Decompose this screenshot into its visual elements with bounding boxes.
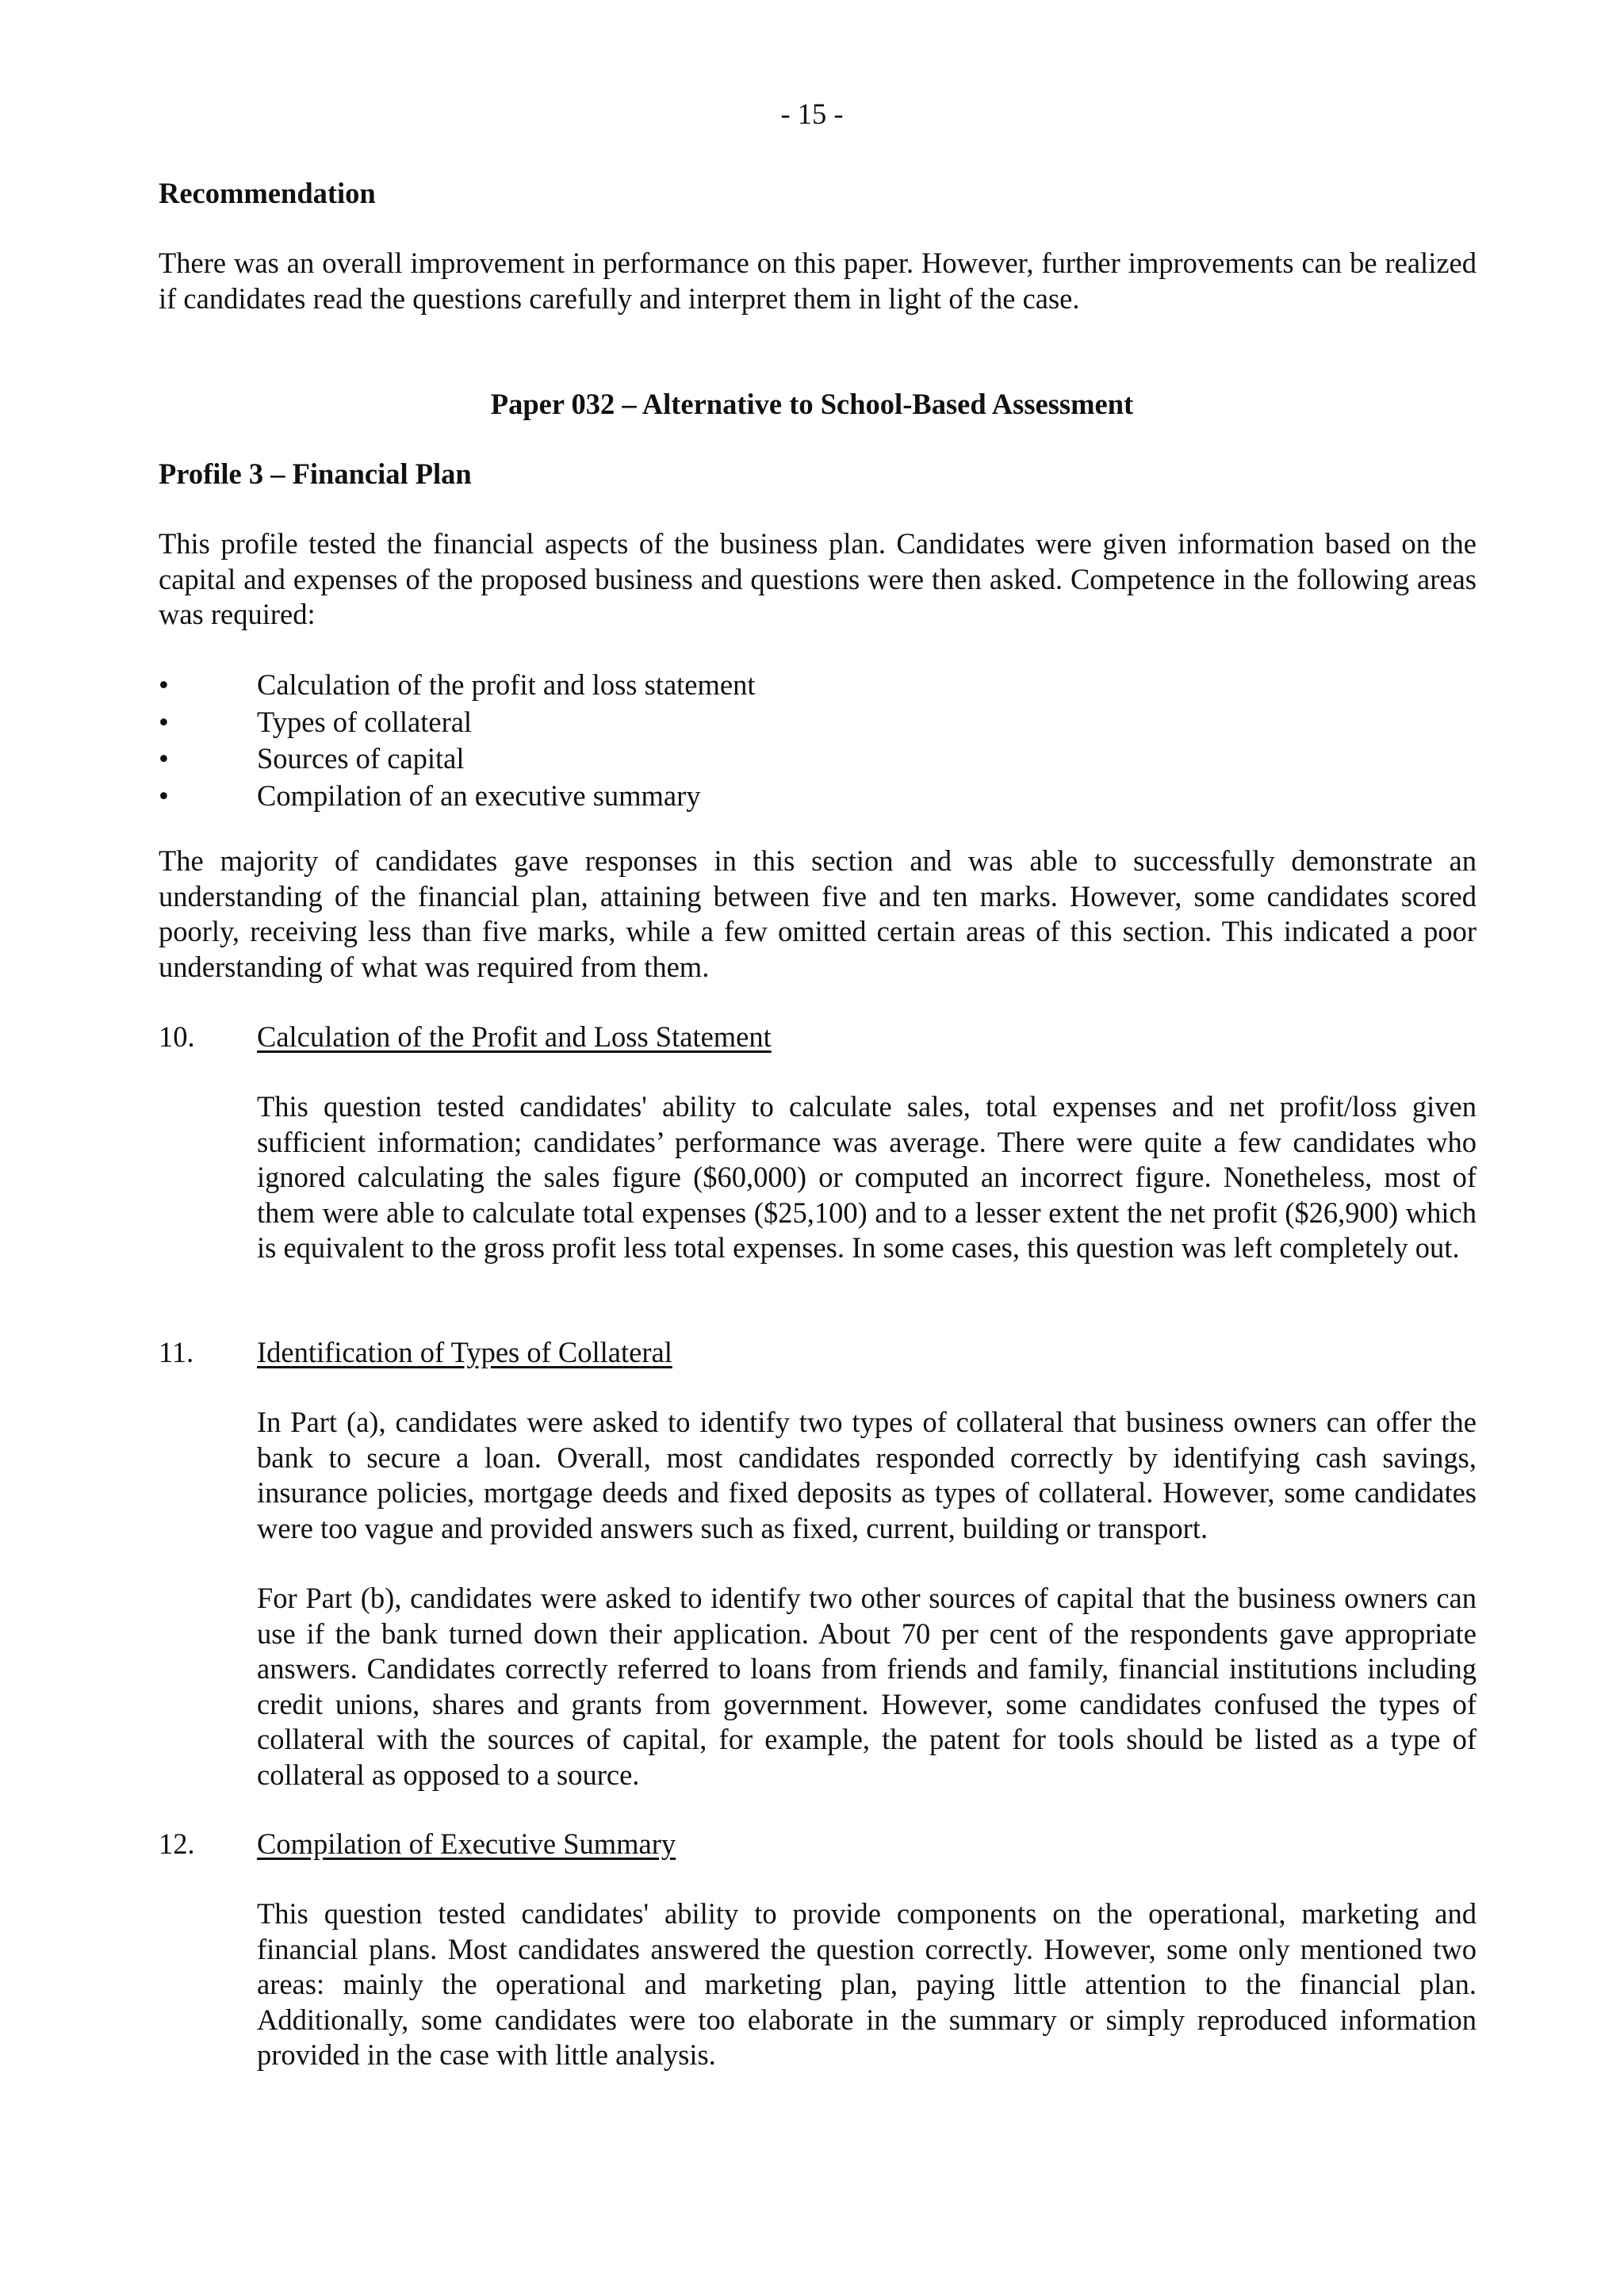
summary-paragraph: The majority of candidates gave responses in this section and was able to successfully demonstrate an understanding of the financial plan, attaining between five and ten marks. However, some candidates scored poorly, receiving less than five marks, while a few omitted certain areas of this section. This indicated a poor understanding of what was required from them.: [159, 844, 1477, 983]
list-item: [159, 741, 1477, 779]
question-12-paragraph: This question tested candidates' ability to provide components on the operational, marketing and financial plans. Most candidates answered the question correctly. However, some only mentioned two areas: mainly the operational and marketing plan, paying little attention to the financial plan. Additionally, some candidates were too elaborate in the summary or simply reproduced information provided in the case with little analysis.: [257, 1897, 1477, 2071]
list-item: [159, 705, 1477, 742]
question-10-paragraph: This question tested candidates' ability to calculate sales, total expenses and net profit/loss given sufficient information; candidates’ performance was average. There were quite a few candidates who ignored calculating the sales figure ($60,000) or computed an incorrect figure. Nonetheless, most of them were able to calculate total expenses ($25,100) and to a lesser extent the net profit ($26,900) which is equivalent to the gross profit less total expenses. In some cases, this question was left completely out.: [257, 1090, 1477, 1264]
recommendation-paragraph: There was an overall improvement in performance on this paper. However, further improvements can be realized if candidates read the questions carefully and interpret them in light of the case.: [159, 247, 1477, 315]
list-item: [159, 779, 1477, 816]
question-number: 10.: [159, 1020, 195, 1053]
question-title: Identification of Types of Collateral: [257, 1336, 672, 1368]
profile-heading: Profile 3 – Financial Plan: [159, 457, 472, 490]
bullet-icon: •: [159, 668, 169, 701]
list-item-text: Compilation of an executive summary: [257, 779, 701, 812]
recommendation-heading: Recommendation: [159, 177, 376, 209]
profile-intro-paragraph: This profile tested the financial aspects of the business plan. Candidates were given information based on the capital and expenses of the proposed business and questions were then asked. Competence in the following areas was required:: [159, 527, 1477, 630]
bullet-icon: •: [159, 742, 169, 775]
list-item-text: Sources of capital: [257, 742, 465, 775]
question-number: 12.: [159, 1827, 195, 1860]
question-title: Compilation of Executive Summary: [257, 1827, 676, 1860]
paper-heading: Paper 032 – Alternative to School-Based Assessment: [490, 388, 1134, 420]
question-11-part-a-paragraph: In Part (a), candidates were asked to identify two types of collateral that business owners can offer the bank to secure a loan. Overall, most candidates responded correctly by identifying cash savings, insurance policies, mortgage deeds and fixed deposits as types of collateral. However, some candidates were too vague and provided answers such as fixed, current, building or transport.: [257, 1406, 1477, 1544]
page-number: - 15 -: [780, 98, 844, 130]
bullet-icon: •: [159, 779, 169, 812]
question-number: 11.: [159, 1336, 194, 1368]
competence-list: [159, 668, 1477, 815]
bullet-icon: •: [159, 705, 169, 738]
question-11-part-b-paragraph: For Part (b), candidates were asked to identify two other sources of capital that the business owners can use if the bank turned down their application. About 70 per cent of the respondents gave appropriate answers. Candidates correctly referred to loans from friends and family, financial institutions including credit unions, shares and grants from government. However, some candidates confused the types of collateral with the sources of capital, for example, the patent for tools should be listed as a type of collateral as opposed to a source.: [257, 1582, 1477, 1791]
list-item: [159, 668, 1477, 705]
list-item-text: Calculation of the profit and loss statement: [257, 668, 756, 701]
question-title: Calculation of the Profit and Loss Statement: [257, 1020, 772, 1053]
list-item-text: Types of collateral: [257, 705, 473, 738]
